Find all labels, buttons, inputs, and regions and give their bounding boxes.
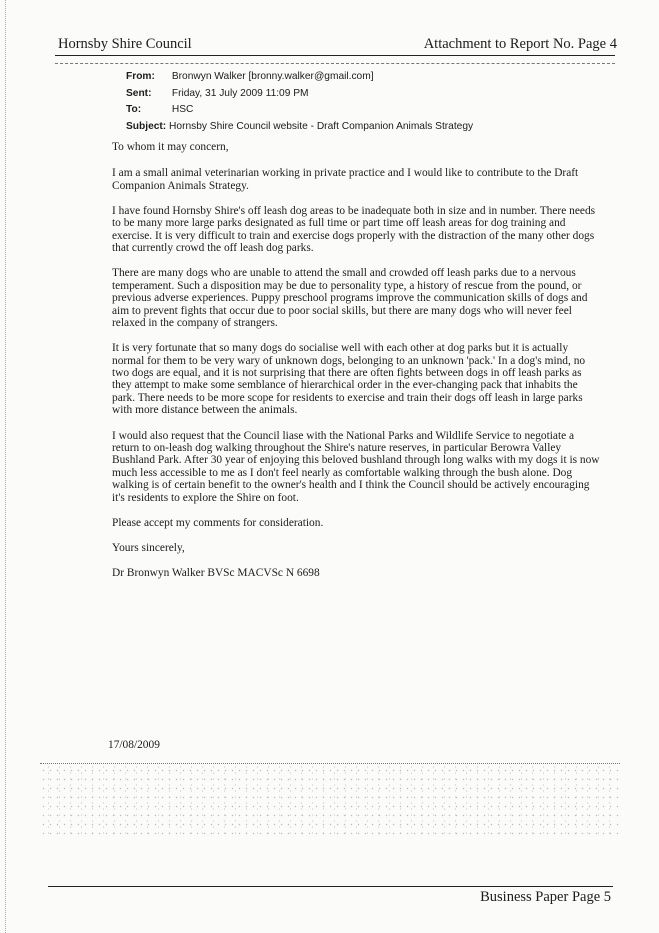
- scan-edge: [5, 0, 6, 933]
- email-from-row: [126, 69, 473, 86]
- letter-paragraph: It is very fortunate that so many dogs do socialise well with each other at dog parks but it is actually normal for them to be very wary of unknown dogs, belonging to an unknown 'pack.' In a dog's mind, no two dogs are equal, and it is not surprising that there are often fights between dogs in off leash parks as they attempt to make some semblance of hierarchical order in the ever-changing pack that inhabits the park. There needs to be more scope for residents to exercise and train their dogs off leash in large parks with more distance between the animals.: [112, 342, 586, 417]
- header-dashed-rule: [55, 63, 615, 64]
- letter-signature: Dr Bronwyn Walker BVSc MACVSc N 6698: [112, 567, 320, 580]
- letter-paragraph: There are many dogs who are unable to attend the small and crowded off leash parks due to a nervous temperament. Such a disposition may be due to personality type, a history of rescue from the pound, or previous adverse experiences. Puppy preschool programs improve the communication skills of dogs and aim to prevent fights that occur due to poor social skills, but there are many dogs who will never feel relaxed in the company of strangers.: [112, 267, 588, 330]
- header-rule: [55, 55, 615, 56]
- letter-paragraph: Please accept my comments for consideration.: [112, 516, 324, 529]
- email-to-value: HSC: [171, 104, 194, 115]
- email-metadata: [126, 69, 473, 135]
- scan-noise-band: [40, 766, 620, 836]
- email-sent-label: Sent:: [126, 87, 152, 99]
- email-from-label: From:: [126, 71, 155, 82]
- email-subject-value: Hornsby Shire Council website - Draft Companion Animals Strategy: [169, 120, 474, 132]
- email-to-label: To:: [126, 104, 142, 115]
- letter-paragraph: I am a small animal veterinarian working in private practice and I would like to contribute to the Draft Companion Animals Strategy.: [112, 167, 579, 192]
- email-sent-row: [126, 86, 473, 103]
- email-sent-value: Friday, 31 July 2009 11:09 PM: [171, 87, 309, 99]
- letter-paragraph: I have found Hornsby Shire's off leash dog areas to be inadequate both in size and in number. There needs to be many more large parks designated as full time or part time off leash areas for dog training and exercise. It is very difficult to train and exercise dogs properly with the distraction of the many other dogs that currently crowd the off leash dog parks.: [112, 205, 596, 255]
- footer-page-label: Business Paper Page 5: [480, 889, 611, 905]
- email-to-row: [126, 102, 473, 119]
- letter-body: [112, 141, 600, 580]
- letter-paragraph: I would also request that the Council liase with the National Parks and Wildlife Service to negotiate a return to on-leash dog walking throughout the Shire's nature reserves, in particular Berowra Valley Bushland Park. After 30 year of enjoying this beloved bushland through long walks with my dogs it is now much less accessible to me as I don't feel nearly as comfortable walking through the bush alone. Dog walking is of certain benefit to the owner's health and I think the Council should be actively encouraging it's residents to explore the Shire on foot.: [112, 429, 600, 504]
- email-subject-label: Subject:: [126, 120, 167, 132]
- email-subject-row: [126, 119, 473, 136]
- scan-dotted-rule: [40, 763, 620, 764]
- email-from-value: Bronwyn Walker [bronny.walker@gmail.com]: [171, 71, 374, 82]
- footer-rule: [48, 886, 613, 887]
- letter-salutation: To whom it may concern,: [112, 141, 229, 153]
- header-attachment-page: Attachment to Report No. Page 4: [423, 36, 617, 52]
- document-date: 17/08/2009: [108, 739, 160, 751]
- header-council-name: Hornsby Shire Council: [58, 36, 192, 52]
- letter-closing: Yours sincerely,: [112, 541, 185, 554]
